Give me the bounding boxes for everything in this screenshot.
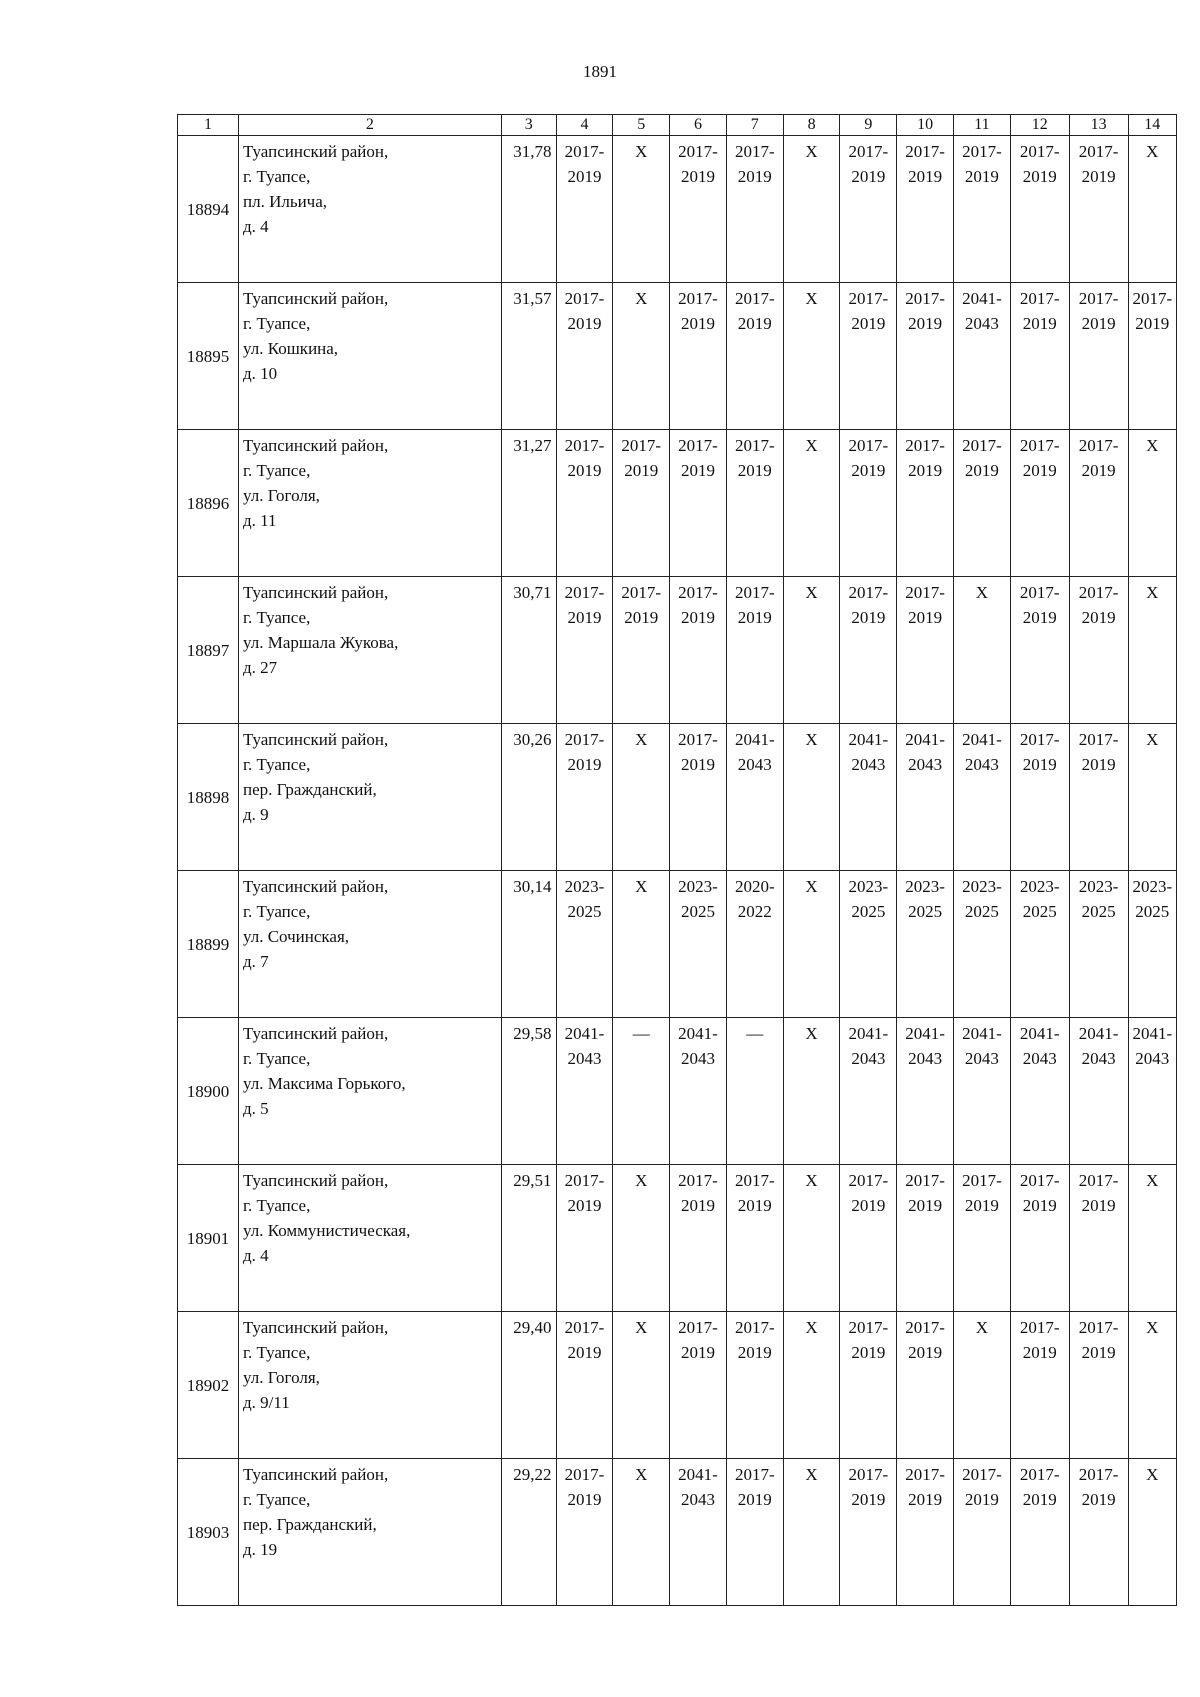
period-cell: 2041- 2043	[670, 1459, 727, 1606]
period-cell: 2017- 2019	[840, 430, 897, 577]
period-cell: 2017- 2019	[1128, 283, 1176, 430]
address-line: г. Туапсе,	[242, 755, 311, 774]
period-cell: 2017- 2019	[670, 1165, 727, 1312]
table-row	[178, 1459, 1177, 1606]
period-cell: 2041- 2043	[840, 1018, 897, 1165]
table-row	[178, 577, 1177, 724]
period-cell: Х	[783, 1165, 840, 1312]
address-cell	[238, 1165, 501, 1312]
period-cell: 2017- 2019	[1010, 430, 1069, 577]
column-header: 11	[954, 115, 1011, 136]
period-cell: 2017- 2019	[556, 1312, 613, 1459]
period-cell: 2017- 2019	[897, 1312, 954, 1459]
period-cell: 2017- 2019	[1010, 1165, 1069, 1312]
address-line: д. 9/11	[242, 1393, 290, 1412]
period-cell: 2017- 2019	[1069, 724, 1128, 871]
row-number: 18894	[178, 136, 239, 283]
address-cell	[238, 1018, 501, 1165]
address-line: ул. Гоголя,	[242, 1368, 320, 1387]
column-header: 12	[1010, 115, 1069, 136]
period-cell: 2017- 2019	[556, 136, 613, 283]
period-cell: 2017- 2019	[556, 1165, 613, 1312]
period-cell: 2017- 2019	[556, 577, 613, 724]
address-line: д. 11	[242, 511, 277, 530]
period-cell: 2017- 2019	[1069, 577, 1128, 724]
period-cell: 2017- 2019	[840, 136, 897, 283]
period-cell: Х	[783, 1459, 840, 1606]
period-cell: 2017- 2019	[1069, 430, 1128, 577]
address-line: д. 4	[242, 217, 269, 236]
address-line: ул. Маршала Жукова,	[242, 633, 399, 652]
row-number: 18900	[178, 1018, 239, 1165]
period-cell: 2017- 2019	[670, 136, 727, 283]
column-header: 13	[1069, 115, 1128, 136]
address-line: Туапсинский район,	[242, 1318, 389, 1337]
area-cell: 31,78	[501, 136, 556, 283]
column-header: 2	[238, 115, 501, 136]
table-row	[178, 136, 1177, 283]
period-cell: 2017- 2019	[1010, 577, 1069, 724]
period-cell: 2017- 2019	[840, 1165, 897, 1312]
period-cell: Х	[954, 577, 1011, 724]
area-cell: 29,40	[501, 1312, 556, 1459]
column-header: 9	[840, 115, 897, 136]
register-table	[177, 114, 1177, 1606]
period-cell: Х	[1128, 136, 1176, 283]
period-cell: 2017- 2019	[897, 1459, 954, 1606]
row-number: 18897	[178, 577, 239, 724]
period-cell: 2017- 2019	[1010, 283, 1069, 430]
period-cell: Х	[1128, 430, 1176, 577]
period-cell: 2017- 2019	[1069, 136, 1128, 283]
address-line: г. Туапсе,	[242, 314, 311, 333]
period-cell: 2017- 2019	[897, 136, 954, 283]
table-row	[178, 724, 1177, 871]
period-cell: 2017- 2019	[670, 430, 727, 577]
period-cell: 2017- 2019	[1010, 1312, 1069, 1459]
address-cell	[238, 136, 501, 283]
period-cell: Х	[613, 871, 670, 1018]
address-line: г. Туапсе,	[242, 1049, 311, 1068]
period-cell: 2017- 2019	[1069, 283, 1128, 430]
period-cell: Х	[613, 1459, 670, 1606]
address-line: ул. Максима Горького,	[242, 1074, 406, 1093]
column-header: 10	[897, 115, 954, 136]
period-cell: Х	[613, 283, 670, 430]
address-line: Туапсинский район,	[242, 1465, 389, 1484]
area-cell: 31,57	[501, 283, 556, 430]
row-number: 18898	[178, 724, 239, 871]
row-number: 18896	[178, 430, 239, 577]
period-cell: 2017- 2019	[670, 577, 727, 724]
address-line: д. 7	[242, 952, 269, 971]
area-cell: 29,22	[501, 1459, 556, 1606]
period-cell: 2017- 2019	[726, 1165, 783, 1312]
period-cell: Х	[783, 1018, 840, 1165]
column-header: 7	[726, 115, 783, 136]
period-cell: 2017- 2019	[840, 283, 897, 430]
row-number: 18903	[178, 1459, 239, 1606]
period-cell: Х	[613, 136, 670, 283]
period-cell: Х	[783, 577, 840, 724]
period-cell: 2041- 2043	[1010, 1018, 1069, 1165]
period-cell: Х	[613, 1312, 670, 1459]
period-cell: 2017- 2019	[840, 577, 897, 724]
table-row	[178, 283, 1177, 430]
period-cell: —	[726, 1018, 783, 1165]
period-cell: Х	[613, 1165, 670, 1312]
address-line: Туапсинский район,	[242, 1024, 389, 1043]
period-cell: 2017- 2019	[1010, 724, 1069, 871]
period-cell: 2017- 2019	[840, 1459, 897, 1606]
period-cell: 2017- 2019	[840, 1312, 897, 1459]
period-cell: 2017- 2019	[1069, 1165, 1128, 1312]
period-cell: 2023- 2025	[897, 871, 954, 1018]
period-cell: 2023- 2025	[556, 871, 613, 1018]
period-cell: Х	[783, 283, 840, 430]
table-body	[178, 115, 1177, 1606]
period-cell: Х	[1128, 1459, 1176, 1606]
period-cell: 2023- 2025	[954, 871, 1011, 1018]
period-cell: 2017- 2019	[954, 136, 1011, 283]
column-header: 1	[178, 115, 239, 136]
address-line: ул. Сочинская,	[242, 927, 350, 946]
period-cell: 2017- 2019	[726, 1459, 783, 1606]
address-cell	[238, 871, 501, 1018]
period-cell: 2041- 2043	[897, 1018, 954, 1165]
address-line: д. 4	[242, 1246, 269, 1265]
address-line: г. Туапсе,	[242, 608, 311, 627]
period-cell: 2017- 2019	[613, 430, 670, 577]
address-line: г. Туапсе,	[242, 902, 311, 921]
period-cell: Х	[613, 724, 670, 871]
period-cell: 2041- 2043	[954, 283, 1011, 430]
address-cell	[238, 283, 501, 430]
table-row	[178, 1165, 1177, 1312]
period-cell: 2020- 2022	[726, 871, 783, 1018]
address-line: Туапсинский район,	[242, 289, 389, 308]
column-header: 8	[783, 115, 840, 136]
period-cell: 2023- 2025	[1010, 871, 1069, 1018]
table-row	[178, 1018, 1177, 1165]
period-cell: 2017- 2019	[1069, 1459, 1128, 1606]
period-cell: Х	[1128, 1312, 1176, 1459]
area-cell: 30,14	[501, 871, 556, 1018]
period-cell: 2041- 2043	[954, 724, 1011, 871]
period-cell: 2023- 2025	[840, 871, 897, 1018]
period-cell: 2017- 2019	[670, 724, 727, 871]
period-cell: 2017- 2019	[726, 136, 783, 283]
period-cell: 2017- 2019	[954, 1459, 1011, 1606]
period-cell: Х	[783, 724, 840, 871]
address-line: Туапсинский район,	[242, 142, 389, 161]
period-cell: 2017- 2019	[954, 430, 1011, 577]
column-header: 4	[556, 115, 613, 136]
period-cell: 2017- 2019	[670, 283, 727, 430]
period-cell: Х	[1128, 577, 1176, 724]
period-cell: 2017- 2019	[556, 724, 613, 871]
header-row	[178, 115, 1177, 136]
address-line: г. Туапсе,	[242, 461, 311, 480]
address-cell	[238, 1459, 501, 1606]
address-cell	[238, 577, 501, 724]
period-cell: 2017- 2019	[1069, 1312, 1128, 1459]
column-header: 6	[670, 115, 727, 136]
address-line: ул. Гоголя,	[242, 486, 320, 505]
period-cell: 2017- 2019	[556, 1459, 613, 1606]
period-cell: 2017- 2019	[897, 577, 954, 724]
address-line: г. Туапсе,	[242, 1490, 311, 1509]
period-cell: Х	[954, 1312, 1011, 1459]
period-cell: 2041- 2043	[556, 1018, 613, 1165]
period-cell: 2017- 2019	[726, 1312, 783, 1459]
address-line: ул. Кошкина,	[242, 339, 339, 358]
address-cell	[238, 1312, 501, 1459]
address-cell	[238, 724, 501, 871]
period-cell: 2041- 2043	[840, 724, 897, 871]
area-cell: 29,58	[501, 1018, 556, 1165]
area-cell: 29,51	[501, 1165, 556, 1312]
column-header: 3	[501, 115, 556, 136]
address-line: д. 10	[242, 364, 278, 383]
period-cell: 2017- 2019	[726, 283, 783, 430]
period-cell: 2041- 2043	[1128, 1018, 1176, 1165]
address-line: Туапсинский район,	[242, 730, 389, 749]
row-number: 18895	[178, 283, 239, 430]
row-number: 18901	[178, 1165, 239, 1312]
period-cell: Х	[783, 1312, 840, 1459]
period-cell: —	[613, 1018, 670, 1165]
address-line: Туапсинский район,	[242, 583, 389, 602]
address-line: г. Туапсе,	[242, 1196, 311, 1215]
address-line: Туапсинский район,	[242, 1171, 389, 1190]
period-cell: 2017- 2019	[556, 430, 613, 577]
area-cell: 31,27	[501, 430, 556, 577]
period-cell: Х	[783, 136, 840, 283]
period-cell: 2017- 2019	[1010, 136, 1069, 283]
period-cell: 2017- 2019	[897, 430, 954, 577]
period-cell: Х	[1128, 1165, 1176, 1312]
period-cell: 2017- 2019	[726, 430, 783, 577]
row-number: 18902	[178, 1312, 239, 1459]
period-cell: 2017- 2019	[556, 283, 613, 430]
address-line: д. 9	[242, 805, 269, 824]
address-line: д. 27	[242, 658, 278, 677]
period-cell: 2017- 2019	[897, 1165, 954, 1312]
period-cell: 2017- 2019	[1010, 1459, 1069, 1606]
period-cell: 2041- 2043	[670, 1018, 727, 1165]
period-cell: 2017- 2019	[726, 577, 783, 724]
column-header: 5	[613, 115, 670, 136]
period-cell: Х	[783, 871, 840, 1018]
period-cell: 2017- 2019	[954, 1165, 1011, 1312]
area-cell: 30,71	[501, 577, 556, 724]
address-line: Туапсинский район,	[242, 436, 389, 455]
period-cell: 2041- 2043	[726, 724, 783, 871]
address-line: Туапсинский район,	[242, 877, 389, 896]
address-cell	[238, 430, 501, 577]
period-cell: Х	[1128, 724, 1176, 871]
period-cell: Х	[783, 430, 840, 577]
period-cell: 2041- 2043	[954, 1018, 1011, 1165]
table-row	[178, 871, 1177, 1018]
period-cell: 2017- 2019	[613, 577, 670, 724]
period-cell: 2041- 2043	[897, 724, 954, 871]
column-header: 14	[1128, 115, 1176, 136]
address-line: г. Туапсе,	[242, 167, 311, 186]
page-number: 1891	[583, 62, 617, 81]
area-cell: 30,26	[501, 724, 556, 871]
address-line: ул. Коммунистическая,	[242, 1221, 411, 1240]
table-row	[178, 1312, 1177, 1459]
row-number: 18899	[178, 871, 239, 1018]
address-line: пер. Гражданский,	[242, 780, 377, 799]
period-cell: 2017- 2019	[670, 1312, 727, 1459]
period-cell: 2023- 2025	[1128, 871, 1176, 1018]
address-line: д. 5	[242, 1099, 269, 1118]
address-line: пер. Гражданский,	[242, 1515, 377, 1534]
period-cell: 2023- 2025	[670, 871, 727, 1018]
table-row	[178, 430, 1177, 577]
period-cell: 2041- 2043	[1069, 1018, 1128, 1165]
address-line: д. 19	[242, 1540, 278, 1559]
period-cell: 2017- 2019	[897, 283, 954, 430]
period-cell: 2023- 2025	[1069, 871, 1128, 1018]
address-line: пл. Ильича,	[242, 192, 328, 211]
address-line: г. Туапсе,	[242, 1343, 311, 1362]
